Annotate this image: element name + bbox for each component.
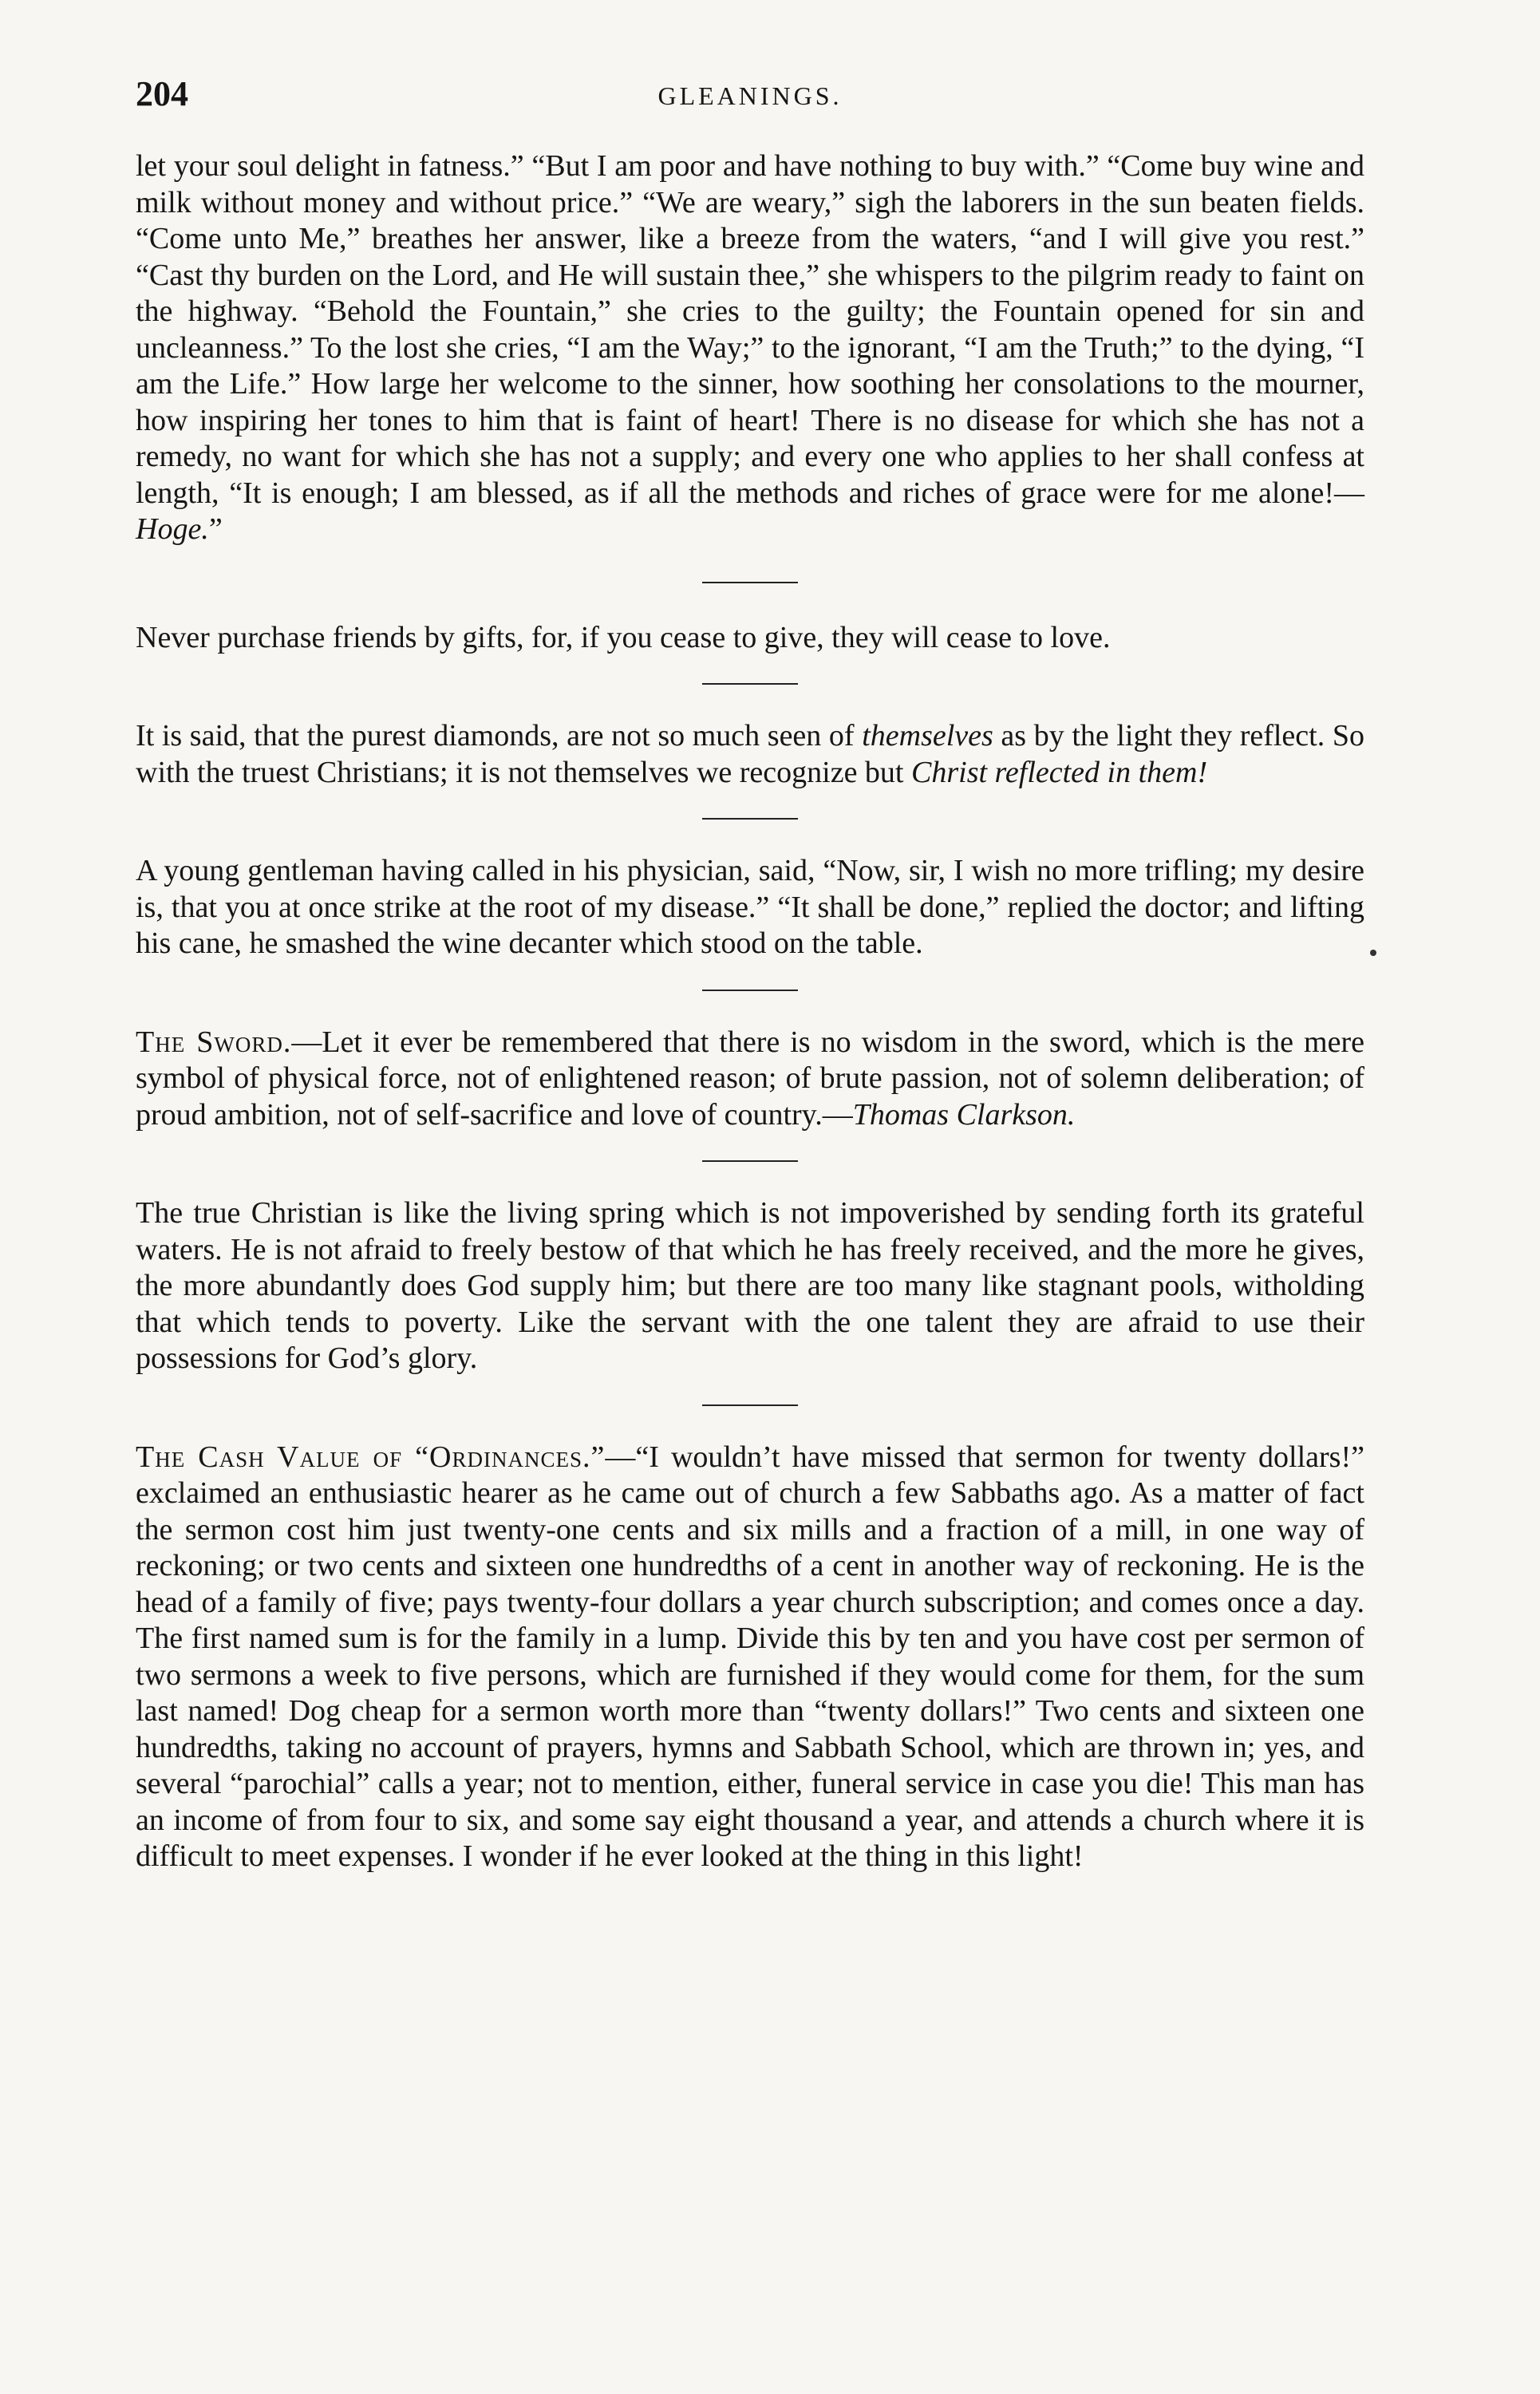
section-divider xyxy=(702,683,798,685)
paragraph-text: —Let it ever be remembered that there is no wisdom in the sword, which is the mere symbol of physical force, not of enlightened reason; of brute passion, not of solemn deliberation; of proud ambition, not of self-sacrifice and love of country.— xyxy=(136,1025,1364,1132)
section-divider xyxy=(702,1404,798,1406)
attribution: Hoge. xyxy=(136,512,209,546)
paragraph-text: as by the light they reflect. So with the truest Christians; it is not themselves we recognize but xyxy=(136,719,1364,789)
paragraph-cash-value xyxy=(136,1440,1364,1875)
paragraph-friends: Never purchase friends by gifts, for, if you cease to give, they will cease to love. xyxy=(136,620,1111,654)
page-header xyxy=(136,73,1364,121)
margin-dot xyxy=(1370,950,1376,956)
running-title: GLEANINGS. xyxy=(657,81,843,110)
section-divider xyxy=(702,582,798,583)
paragraph-text: —“I wouldn’t have missed that sermon for twenty dollars!” exclaimed an enthusiastic hearer as he came out of church a few Sabbaths ago. As a matter of fact the sermon cost him just twenty-one cents and six mills and a fraction of a mill, in one way of reckoning; or two cents and sixteen one hundredths of a cent in another way of reckoning. He is the head of a family of five; pays twenty-four dollars a year church subscription; and comes once a day. The first named sum is for the family in a lump. Divide this by ten and you have cost per sermon of two sermons a week to five persons, which are furnished if they would come for them, for the sum last named! Dog cheap for a sermon worth more than “twenty dollars!” Two cents and sixteen one hundredths, taking no account of prayers, hymns and Sabbath School, which are thrown in; yes, and several “parochial” calls a year; not to mention, either, funeral service in case you die! This man has an income of from four to six, and some say eight thousand a year, and attends a church where it is difficult to meet expenses. I wonder if he ever looked at the thing in this light! xyxy=(136,1440,1364,1873)
page-content xyxy=(136,148,1364,1875)
paragraph-physician: A young gentleman having called in his physician, said, “Now, sir, I wish no more trifling; my desire is, that you at once strike at the root of my disease.” “It shall be done,” replied the doctor; and lifting his cane, he smashed the wine decanter which stood on the table. xyxy=(136,854,1364,960)
paragraph-sword xyxy=(136,1025,1364,1134)
paragraph-diamonds xyxy=(136,718,1364,791)
paragraph-text: let your soul delight in fatness.” “But I am poor and have nothing to buy with.” “Come buy wine and milk without money and without price.” “We are weary,” sigh the laborers in the sun beaten fields. “Come unto Me,” breathes her answer, like a breeze from the waters, “and I will give you rest.” “Cast thy burden on the Lord, and He will sustain thee,” she whispers to the pilgrim ready to faint on the highway. “Behold the Fountain,” she cries to the guilty; the Fountain opened for sin and uncleanness.” To the lost she cries, “I am the Way;” to the ignorant, “I am the Truth;” to the dying, “I am the Life.” How large her welcome to the sinner, how soothing her consolations to the mourner, how inspiring her tones to him that is faint of heart! There is no disease for which she has not a remedy, no want for which she has not a supply; and every one who applies to her shall confess at length, “It is enough; I am blessed, as if all the methods and riches of grace were for me alone!— xyxy=(136,149,1364,510)
emphasis-text: Christ reflected in them! xyxy=(911,755,1208,789)
attribution: Thomas Clarkson. xyxy=(852,1097,1076,1132)
emphasis-text: themselves xyxy=(862,719,993,753)
section-divider xyxy=(702,1160,798,1162)
paragraph-hoge-quote: let your soul delight in fatness.” “But I am poor and have nothing to buy with.” “Come buy wine and milk without money and without price.” “We are weary,” sigh the laborers in the sun beaten fields. “Come unto Me,” breathes her answer, like a breeze from the waters, “and I will give you rest.” “Cast thy burden on the Lord, and He will sustain thee,” she whispers to the pilgrim ready to faint on the highway. “Behold the Fountain,” she cries to the guilty; the Fountain opened for sin and uncleanness.” To the lost she cries, “I am the Way;” to the ignorant, “I am the Truth;” to the dying, “I am the Life.” How large her welcome to the sinner, how soothing her consolations to the mourner, how inspiring her tones to him that is faint of heart! There is no disease for which she has not a remedy, no want for which she has not a supply; and every one who applies to her shall confess at length, “It is enough; I am blessed, as if all the methods and riches of grace were for me alone!—Hoge.” xyxy=(136,149,1364,546)
paragraph-lead: The Cash Value of “Ordinances.” xyxy=(136,1440,606,1474)
paragraph-lead: The Sword. xyxy=(136,1025,292,1059)
paragraph-text: It is said, that the purest diamonds, are not so much seen of xyxy=(136,719,863,753)
paragraph-christian-spring: The true Christian is like the living spring which is not impoverished by sending forth its grateful waters. He is not afraid to freely bestow of that which he has freely received, and the more he gives, the more abundantly does God supply him; but there are too many like stagnant pools, witholding that which tends to poverty. Like the servant with the one talent they are afraid to use their possessions for God’s glory. xyxy=(136,1196,1364,1375)
page-number: 204 xyxy=(136,74,188,113)
section-divider xyxy=(702,818,798,820)
section-divider xyxy=(702,990,798,991)
